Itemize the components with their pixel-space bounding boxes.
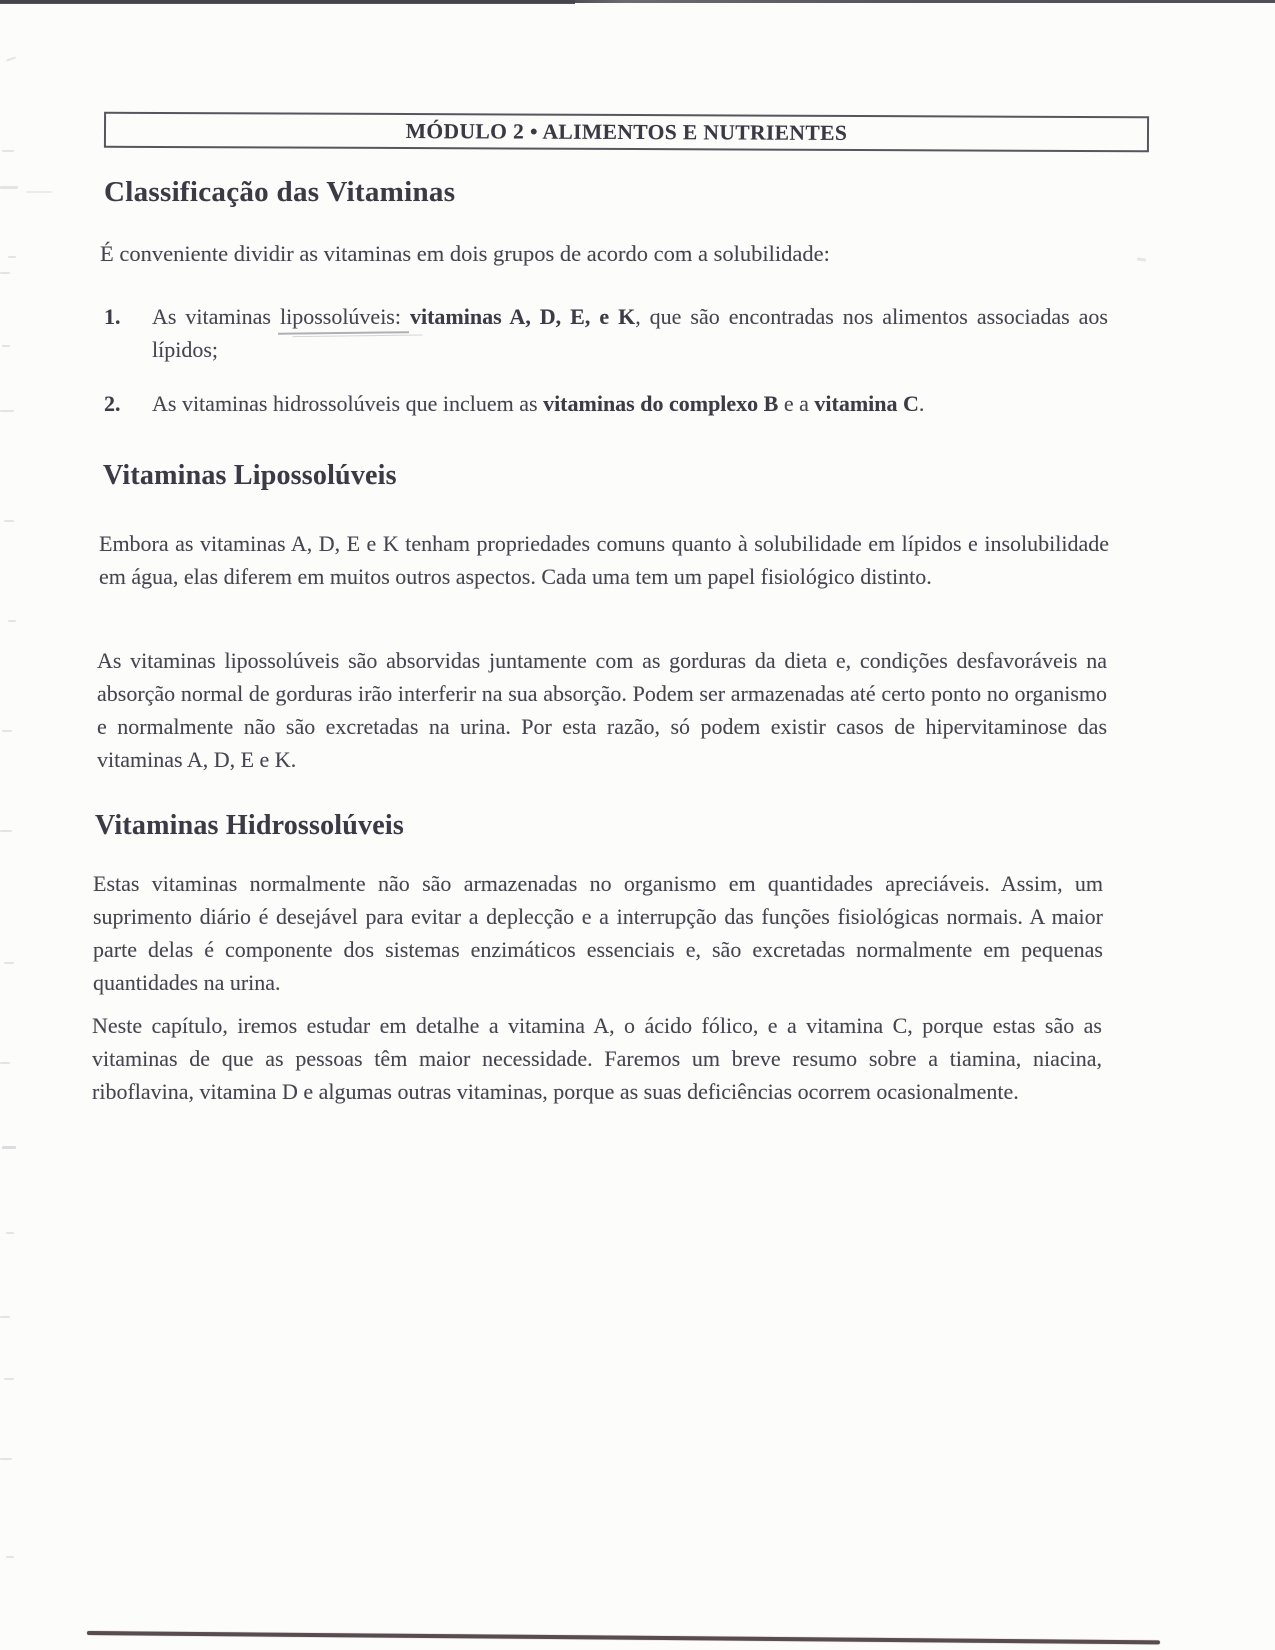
underlined-word: lipossolúveis [279, 304, 395, 329]
scan-artifact [8, 256, 16, 258]
scan-artifact [0, 186, 18, 189]
footer-rule [87, 1631, 1160, 1644]
text-segment: e a [778, 391, 815, 416]
scan-artifact [2, 345, 10, 347]
scan-artifact [2, 1146, 16, 1149]
paragraph-hidro-2: Neste capítulo, iremos estudar em detalhe a vitamina A, o ácido fólico, e a vitamina C, porque estas são as vitaminas de que as pessoas têm maior necessidade. Faremos um breve resumo sobre a tiamina, niacina, riboflavina, vitamina D e algumas outras vitaminas, porque as suas deficiências ocorrem ocasionalmente. [92, 1013, 1102, 1104]
scan-artifact [0, 1062, 10, 1064]
bold-vitamina-c: vitamina C [814, 391, 919, 416]
list-number: 1. [104, 304, 121, 329]
list-item-text [152, 387, 1108, 420]
scan-artifact [0, 1458, 12, 1460]
list-item-1 [104, 300, 1108, 366]
scan-top-edge-dark-segment [0, 0, 575, 4]
scan-artifact [1137, 257, 1146, 261]
page-title: Classificação das Vitaminas [104, 176, 456, 208]
list-number: 2. [104, 391, 121, 416]
scan-artifact [4, 520, 14, 522]
scan-artifact [2, 150, 14, 152]
module-header-box [104, 112, 1149, 153]
scan-artifact [0, 830, 12, 832]
text-segment: , que são encontradas nos alimentos associadas aos lípidos; [152, 304, 1108, 362]
text-segment: As vitaminas hidrossolúveis que incluem as [152, 391, 544, 416]
paragraph-hidro-1: Estas vitaminas normalmente não são armazenadas no organismo em quantidades apreciáveis. Assim, um suprimento diário é desejável para evitar a deplecção e a interrupção das funções fisiológicas normais. A maior parte delas é componente dos sistemas enzimáticos essenciais e, são excretadas normalmente em pequenas quantidades na urina. [93, 871, 1103, 995]
bold-vitamins-adek: vitaminas A, D, E, e K [409, 304, 636, 329]
section-heading-lipossoluveis: Vitaminas Lipossolúveis [103, 460, 397, 491]
text-segment: . [918, 391, 925, 416]
list-item-text [152, 300, 1108, 366]
scan-artifact [26, 191, 52, 193]
scan-artifact [6, 1232, 14, 1234]
scan-artifact [0, 410, 14, 412]
paragraph-lipo-2: As vitaminas lipossolúveis são absorvidas juntamente com as gorduras da dieta e, condições desfavoráveis na absorção normal de gorduras irão interferir na sua absorção. Podem ser armazenadas até certo ponto no organismo e normalmente não são excretadas na urina. Por esta razão, só podem existir casos de hipervitaminose das vitaminas A, D, E e K. [97, 648, 1107, 772]
scan-artifact [0, 272, 10, 274]
scan-artifact [6, 56, 16, 61]
bold-complexo-b: vitaminas do complexo B [543, 391, 779, 416]
module-header-title: MÓDULO 2 • ALIMENTOS E NUTRIENTES [405, 118, 848, 145]
section-heading-hidrossoluveis: Vitaminas Hidrossolúveis [95, 810, 404, 841]
text-segment: : [394, 304, 410, 329]
scan-artifact [4, 962, 14, 964]
scan-artifact [4, 1378, 14, 1380]
text-segment: As vitaminas [152, 304, 280, 329]
paragraph-lipo-1: Embora as vitaminas A, D, E e K tenham propriedades comuns quanto à solubilidade em lípidos e insolubilidade em água, elas diferem em muitos outros aspectos. Cada uma tem um papel fisiológico distinto. [99, 531, 1109, 589]
list-item-2 [104, 387, 1108, 420]
scan-artifact [6, 1556, 14, 1558]
scan-artifact [8, 620, 16, 622]
scan-artifact [2, 730, 12, 732]
scan-artifact [0, 1316, 10, 1318]
intro-text: É conveniente dividir as vitaminas em dois grupos de acordo com a solubilidade: [100, 241, 830, 266]
